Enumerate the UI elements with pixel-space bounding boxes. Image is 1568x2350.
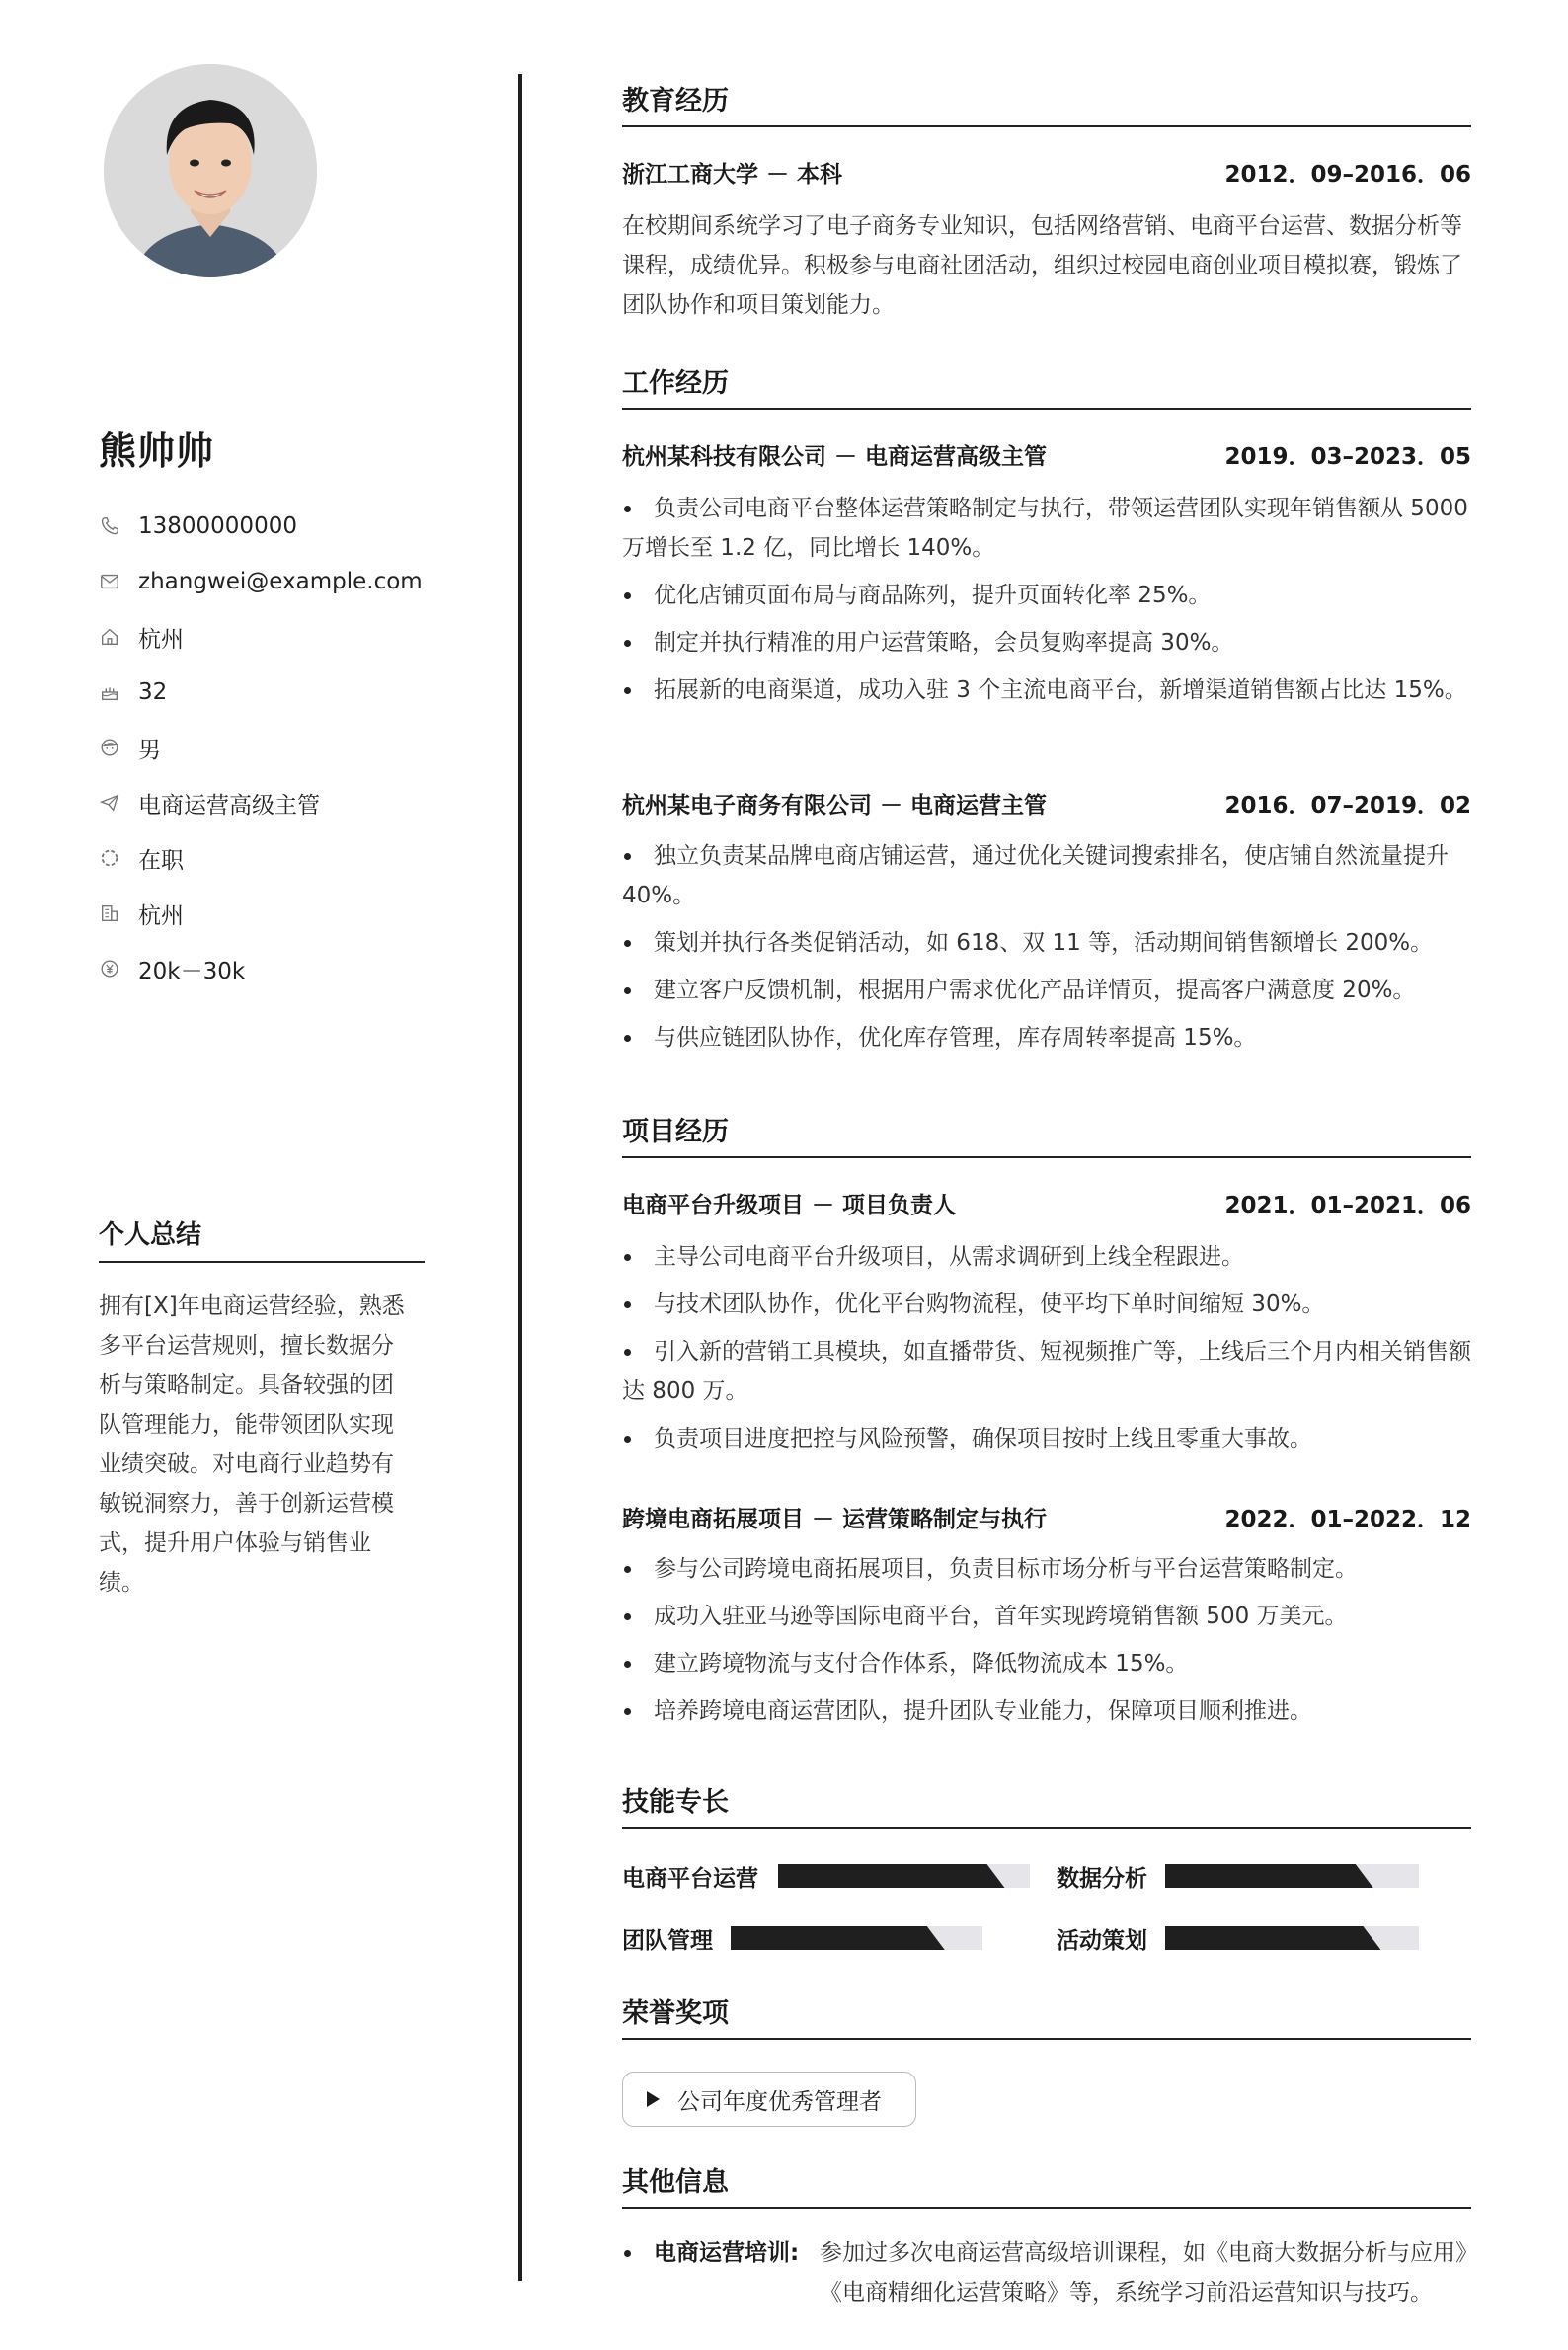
project-head bbox=[622, 1501, 1471, 1533]
sidebar bbox=[99, 0, 430, 2350]
job-title: 杭州某电子商务有限公司 － 电商运营主管 bbox=[622, 793, 1048, 819]
project-period: 2022．01–2022．12 bbox=[1224, 1507, 1471, 1532]
project-period: 2021．01–2021．06 bbox=[1224, 1193, 1471, 1218]
skills-title: 技能专长 bbox=[622, 1780, 1471, 1829]
summary-text: 拥有[X]年电商运营经验，熟悉多平台运营规则，擅长数据分析与策略制定。具备较强的团队管理能力，能带领团队实现业绩突破。对电商行业趋势有敏锐洞察力，善于创新运营模式，提升用户体验与销售业绩。 bbox=[99, 1293, 405, 1596]
education-head bbox=[622, 156, 1471, 189]
phone-icon bbox=[99, 515, 120, 537]
contact-city bbox=[99, 886, 430, 941]
skill-label: 数据分析 bbox=[1057, 1866, 1147, 1892]
education-desc: 在校期间系统学习了电子商务专业知识，包括网络营销、电商平台运营、数据分析等课程，成绩优异。积极参与电商社团活动，组织过校园电商创业项目模拟赛，锻炼了团队协作和项目策划能力。 bbox=[622, 213, 1462, 318]
list-item: 主导公司电商平台升级项目，从需求调研到上线全程跟进。 bbox=[622, 1237, 1471, 1277]
education-title: 教育经历 bbox=[622, 79, 1471, 127]
age-value: 32 bbox=[138, 679, 168, 705]
list-item: 制定并执行精准的用户运营策略，会员复购率提高 30%。 bbox=[622, 623, 1471, 663]
other-label: 电商运营培训: bbox=[654, 2240, 800, 2266]
list-item: 引入新的营销工具模块，如直播带货、短视频推广等，上线后三个月内相关销售额达 800 万。 bbox=[622, 1332, 1471, 1411]
contact-gender bbox=[99, 720, 430, 775]
cake-icon bbox=[99, 681, 120, 703]
project-title: 跨境电商拓展项目 － 运营策略制定与执行 bbox=[622, 1507, 1048, 1532]
skill-label: 团队管理 bbox=[622, 1928, 713, 1954]
job-bullets bbox=[622, 489, 1471, 718]
city-value: 杭州 bbox=[138, 902, 184, 929]
column-divider bbox=[518, 74, 522, 2281]
avatar bbox=[104, 64, 317, 277]
other-title: 其他信息 bbox=[622, 2160, 1471, 2209]
skill-fill bbox=[731, 1926, 945, 1950]
location-value: 杭州 bbox=[138, 626, 184, 653]
skill-label: 电商平台运营 bbox=[622, 1866, 758, 1892]
contact-age bbox=[99, 665, 430, 720]
skill-label: 活动策划 bbox=[1057, 1928, 1147, 1954]
list-item: 负责项目进度把控与风险预警，确保项目按时上线且零重大事故。 bbox=[622, 1419, 1471, 1458]
contact-status bbox=[99, 830, 430, 886]
work-title: 工作经历 bbox=[622, 361, 1471, 410]
email-value: zhangwei@example.com bbox=[138, 569, 423, 594]
list-item: 策划并执行各类促销活动，如 618、双 11 等，活动期间销售额增长 200%。 bbox=[622, 923, 1471, 963]
face-icon bbox=[99, 737, 120, 758]
skill-fill bbox=[778, 1864, 1005, 1888]
contact-position bbox=[99, 775, 430, 830]
contact-salary bbox=[99, 941, 430, 996]
send-icon bbox=[99, 792, 120, 814]
play-icon bbox=[647, 2091, 660, 2107]
summary-title: 个人总结 bbox=[99, 1214, 425, 1263]
position-value: 电商运营高级主管 bbox=[138, 792, 320, 819]
list-item: 建立跨境物流与支付合作体系，降低物流成本 15%。 bbox=[622, 1644, 1471, 1684]
project-bullets bbox=[622, 1237, 1471, 1466]
salary-value: 20k－30k bbox=[138, 958, 246, 984]
list-item: 与供应链团队协作，优化库存管理，库存周转率提高 15%。 bbox=[622, 1018, 1471, 1058]
other-text: 参加过多次电商运营高级培训课程，如《电商大数据分析与应用》《电商精细化运营策略》等，系统学习前沿运营知识与技巧。 bbox=[820, 2240, 1467, 2306]
skill-bar bbox=[731, 1926, 982, 1950]
list-item: 优化店铺页面布局与商品陈列，提升页面转化率 25%。 bbox=[622, 576, 1471, 615]
project-bullets bbox=[622, 1549, 1471, 1739]
list-item: 成功入驻亚马逊等国际电商平台，首年实现跨境销售额 500 万美元。 bbox=[622, 1597, 1471, 1636]
building-icon bbox=[99, 902, 120, 924]
project-title: 电商平台升级项目 － 项目负责人 bbox=[622, 1193, 957, 1218]
home-icon bbox=[99, 626, 120, 648]
list-item: 建立客户反馈机制，根据用户需求优化产品详情页，提高客户满意度 20%。 bbox=[622, 971, 1471, 1010]
skill-fill bbox=[1165, 1864, 1373, 1888]
contact-phone bbox=[99, 499, 430, 554]
skill-bar bbox=[1165, 1926, 1419, 1950]
list-item: 与技术团队协作，优化平台购物流程，使平均下单时间缩短 30%。 bbox=[622, 1285, 1471, 1324]
bullet-dot bbox=[624, 2250, 631, 2257]
education-period: 2012．09–2016．06 bbox=[1224, 162, 1471, 188]
awards-title: 荣誉奖项 bbox=[622, 1992, 1471, 2040]
mail-icon bbox=[99, 571, 120, 592]
list-item: 拓展新的电商渠道，成功入驻 3 个主流电商平台，新增渠道销售额占比达 15%。 bbox=[622, 670, 1471, 710]
contact-location bbox=[99, 609, 430, 665]
skill-bar bbox=[1165, 1864, 1419, 1888]
job-head bbox=[622, 438, 1471, 471]
status-icon bbox=[99, 847, 120, 869]
status-value: 在职 bbox=[138, 847, 184, 874]
education-school: 浙江工商大学 － 本科 bbox=[622, 162, 843, 188]
job-period: 2016．07–2019．02 bbox=[1224, 793, 1471, 819]
job-head bbox=[622, 787, 1471, 820]
candidate-name: 熊帅帅 bbox=[99, 430, 215, 473]
list-item: 培养跨境电商运营团队，提升团队专业能力，保障项目顺利推进。 bbox=[622, 1691, 1471, 1731]
list-item: 参与公司跨境电商拓展项目，负责目标市场分析与平台运营策略制定。 bbox=[622, 1549, 1471, 1589]
list-item: 负责公司电商平台整体运营策略制定与执行，带领运营团队实现年销售额从 5000 万增长至 1.2 亿，同比增长 140%。 bbox=[622, 489, 1471, 568]
award-label: 公司年度优秀管理者 bbox=[677, 2088, 882, 2115]
skill-bar bbox=[778, 1864, 1030, 1888]
phone-value: 13800000000 bbox=[138, 513, 297, 539]
contact-list bbox=[99, 499, 430, 996]
list-item: 独立负责某品牌电商店铺运营，通过优化关键词搜索排名，使店铺自然流量提升 40%。 bbox=[622, 836, 1471, 915]
project-head bbox=[622, 1187, 1471, 1219]
job-title: 杭州某科技有限公司 － 电商运营高级主管 bbox=[622, 444, 1048, 470]
contact-email bbox=[99, 554, 430, 609]
job-bullets bbox=[622, 836, 1471, 1065]
gender-value: 男 bbox=[138, 737, 161, 763]
projects-title: 项目经历 bbox=[622, 1110, 1471, 1158]
skill-fill bbox=[1165, 1926, 1380, 1950]
yen-icon bbox=[99, 958, 120, 979]
award-item bbox=[622, 2072, 916, 2127]
job-period: 2019．03–2023．05 bbox=[1224, 444, 1471, 470]
